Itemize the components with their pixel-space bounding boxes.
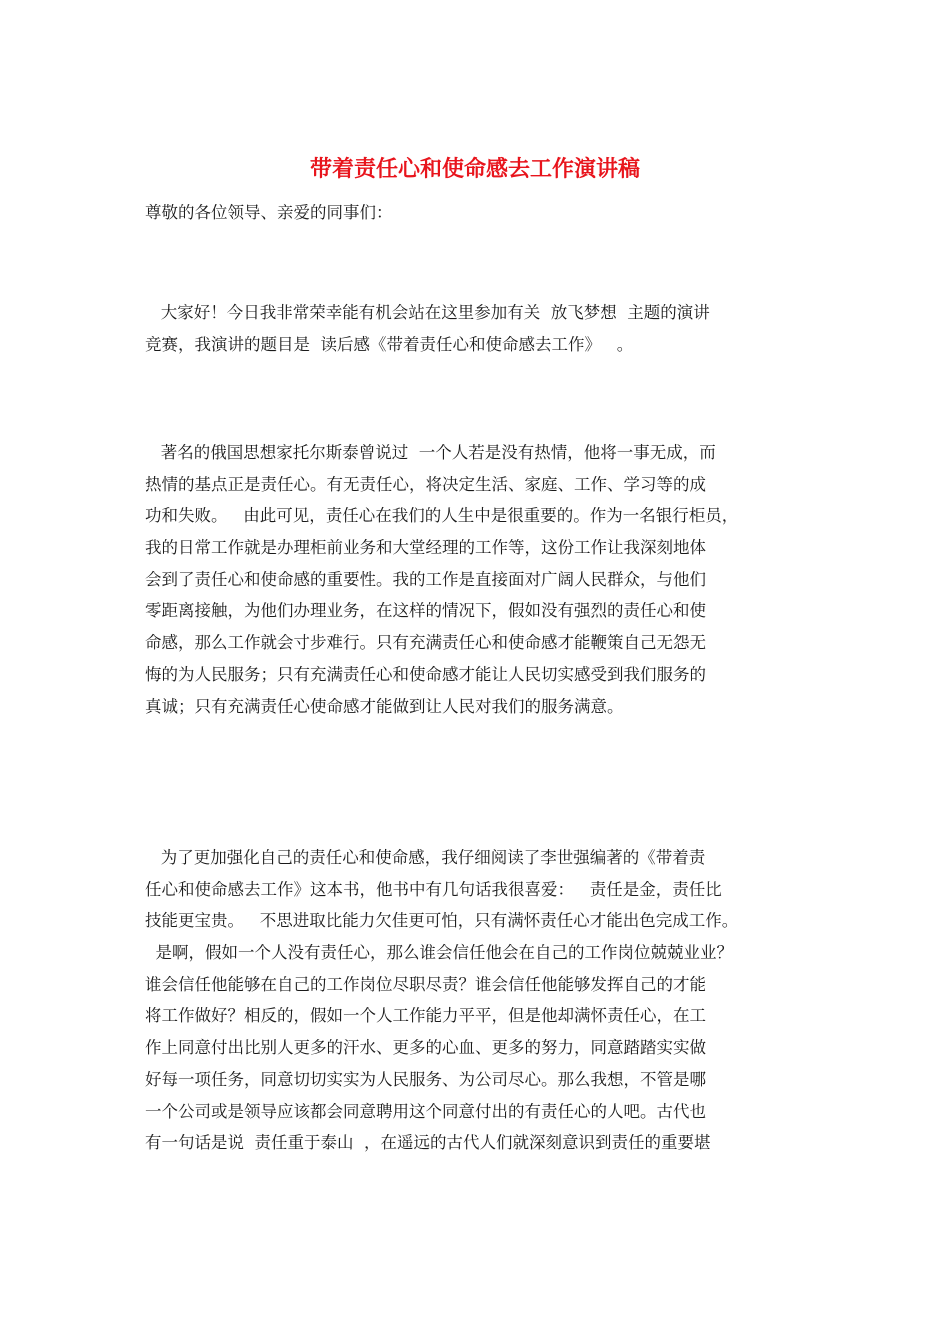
text-line: 热情的基点正是责任心。有无责任心，将决定生活、家庭、工作、学习等的成	[145, 474, 706, 494]
paragraph-responsibility	[145, 437, 825, 722]
text-line: 一个公司或是领导应该都会同意聘用这个同意付出的有责任心的人吧。古代也	[145, 1101, 706, 1121]
text-line: 命感，那么工作就会寸步难行。只有充满责任心和使命感才能鞭策自己无怨无	[145, 633, 706, 653]
text-line: 任心和使命感去工作》这本书，他书中有几句话我很喜爱： 责任是金，责任比	[145, 879, 722, 899]
document-title: 带着责任心和使命感去工作演讲稿	[309, 156, 640, 182]
text-line: 将工作做好？相反的，假如一个人工作能力平平，但是他却满怀责任心，在工	[145, 1006, 706, 1026]
text-line: 零距离接触，为他们办理业务，在这样的情况下，假如没有强烈的责任心和使	[145, 601, 706, 621]
text-line: 是啊，假如一个人没有责任心，那么谁会信任他会在自己的工作岗位兢兢业业？	[145, 943, 733, 963]
text-line: 技能更宝贵。 不思进取比能力欠佳更可怕，只有满怀责任心才能出色完成工作。	[145, 911, 739, 931]
paragraph-book-reading	[145, 842, 825, 1159]
text-line: 谁会信任他能够在自己的工作岗位尽职尽责？谁会信任他能够发挥自己的才能	[145, 974, 706, 994]
text-line: 功和失败。 由此可见，责任心在我们的人生中是很重要的。作为一名银行柜员，	[145, 506, 739, 526]
paragraph-greeting	[145, 297, 825, 360]
text-line: 好每一项任务，同意切切实实为人民服务、为公司尽心。那么我想，不管是哪	[145, 1069, 706, 1089]
text-line: 竞赛，我演讲的题目是 读后感《带着责任心和使命感去工作》 。	[145, 334, 634, 354]
text-line: 真诚；只有充满责任心使命感才能做到让人民对我们的服务满意。	[145, 696, 624, 716]
text-line: 悔的为人民服务；只有充满责任心和使命感才能让人民切实感受到我们服务的	[145, 664, 706, 684]
text-line: 大家好！今日我非常荣幸能有机会站在这里参加有关 放飞梦想 主题的演讲	[145, 303, 710, 322]
text-line: 著名的俄国思想家托尔斯泰曾说过 一个人若是没有热情，他将一事无成，而	[145, 443, 716, 462]
text-line: 作上同意付出比别人更多的汗水、更多的心血、更多的努力，同意踏踏实实做	[145, 1038, 706, 1058]
salutation: 尊敬的各位领导、亲爱的同事们：	[145, 203, 393, 222]
text-line: 有一句话是说 责任重于泰山 ，在遥远的古代人们就深刻意识到责任的重要堪	[145, 1133, 711, 1153]
text-line: 为了更加强化自己的责任心和使命感，我仔细阅读了李世强编著的《带着责	[145, 848, 706, 867]
text-line: 我的日常工作就是办理柜前业务和大堂经理的工作等，这份工作让我深刻地体	[145, 538, 706, 558]
text-line: 会到了责任心和使命感的重要性。我的工作是直接面对广阔人民群众，与他们	[145, 569, 706, 589]
